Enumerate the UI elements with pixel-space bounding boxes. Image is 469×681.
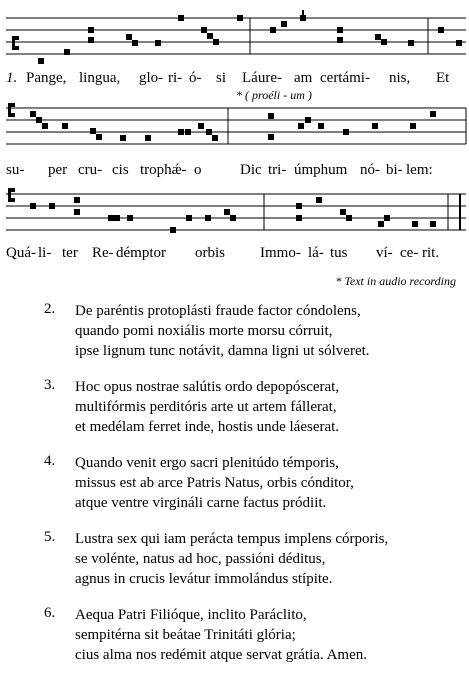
- chant-staff-3: [0, 184, 469, 240]
- lyric-syllable: cis: [112, 162, 129, 178]
- verse-number-1: 1.: [6, 70, 18, 86]
- verse-text: [75, 453, 354, 513]
- lyric-syllable: rit.: [422, 245, 440, 261]
- lyric-syllable: Pange,: [26, 70, 67, 86]
- verse-line: Hoc opus nostrae salútis ordo depopóscerat,: [75, 379, 340, 395]
- lyric-syllable: Láure-: [242, 70, 282, 86]
- verse-4: [0, 453, 469, 513]
- verse-number: 2.: [44, 301, 56, 317]
- lyric-syllable: Et: [436, 70, 450, 86]
- lyric-syllable: lá-: [308, 245, 324, 261]
- lyric-syllable: Quá-: [6, 245, 36, 261]
- lyric-syllable: lingua,: [79, 70, 121, 86]
- verse-line: Lustra sex qui iam perácta tempus implens córporis,: [75, 531, 389, 547]
- verse-6: [0, 605, 469, 665]
- verse-text: [75, 301, 370, 361]
- verse-number: 4.: [44, 453, 56, 469]
- chant-staff-2: [0, 100, 469, 154]
- verse-line: et medélam ferret inde, hostis unde láeserat.: [75, 419, 340, 435]
- verse-line: agnus in crucis levátur immolándus stípite.: [75, 571, 333, 587]
- verse-text: [75, 605, 367, 665]
- lyric-syllable: Immo-: [260, 245, 301, 261]
- lyric-syllable: Dic: [240, 162, 262, 178]
- verse-5: [0, 529, 469, 589]
- lyric-syllable: am: [294, 70, 313, 86]
- lyric-syllable: nis,: [389, 70, 411, 86]
- verse-line: sempitérna sit beátae Trinitáti glória;: [75, 627, 296, 643]
- lyric-syllable: orbis: [195, 245, 225, 261]
- lyric-syllable: tus: [330, 245, 348, 261]
- lyric-syllable: li-: [38, 245, 52, 261]
- lyric-syllable: glo-: [139, 70, 164, 86]
- lyric-syllable: ri-: [168, 70, 183, 86]
- staff-1-notation: [0, 6, 469, 68]
- lyric-syllable: su-: [6, 162, 25, 178]
- lyric-syllable: ó-: [189, 70, 202, 86]
- lyric-syllable: ce-: [400, 245, 419, 261]
- lyric-syllable: tri-: [268, 162, 287, 178]
- lyric-syllable: certámi-: [320, 70, 370, 86]
- verse-line: se volénte, natus ad hoc, passióni déditus,: [75, 551, 326, 567]
- verse-text: [75, 377, 339, 437]
- lyric-syllable: nó-: [360, 162, 380, 178]
- lyric-syllable: trophǽ-: [140, 162, 187, 178]
- lyric-syllable: o: [194, 162, 202, 178]
- chant-staff-1: [0, 6, 469, 68]
- verse-line: cius alma nos redémit atque servat grátia. Amen.: [75, 647, 367, 663]
- lyric-syllable: Re-: [92, 245, 114, 261]
- verses-section: [0, 301, 469, 681]
- staff-3-notation: [0, 184, 469, 240]
- verse-line: atque ventre virgináli carne factus pródiit.: [75, 495, 327, 511]
- verse-line: quando pomi noxiális morte morsu córruit,: [75, 323, 333, 339]
- verse-number: 6.: [44, 605, 56, 621]
- lyric-syllable: si: [216, 70, 227, 86]
- lyric-syllable: ter: [62, 245, 78, 261]
- verse-2: [0, 301, 469, 361]
- lyric-syllable: bi-: [386, 162, 403, 178]
- verse-3: [0, 377, 469, 437]
- staff-2-notation: [0, 100, 469, 154]
- lyric-syllable: ví-: [376, 245, 393, 261]
- verse-line: Aequa Patri Filióque, inclito Paráclito,: [75, 607, 307, 623]
- verse-line: multifórmis perditóris arte ut artem fállerat,: [75, 399, 337, 415]
- verse-text: [75, 529, 388, 589]
- verse-line: ipse lignum tunc notávit, damna ligni ut sólveret.: [75, 343, 370, 359]
- verse-number: 5.: [44, 529, 56, 545]
- verse-line: missus est ab arce Patris Natus, orbis cónditor,: [75, 475, 354, 491]
- audio-footnote: * Text in audio recording: [335, 274, 456, 288]
- lyric-syllable: cru-: [78, 162, 103, 178]
- verse-line: Quando venit ergo sacri plenitúdo témporis,: [75, 455, 339, 471]
- lyric-syllable: per: [48, 162, 68, 178]
- alternate-text-note: * ( proéli - um ): [236, 88, 312, 102]
- lyric-syllable: démptor: [116, 245, 166, 261]
- verse-number: 3.: [44, 377, 56, 393]
- lyric-syllable: úmphum: [294, 162, 348, 178]
- lyric-syllable: lem:: [406, 162, 433, 178]
- verse-line: De paréntis protoplásti fraude factor cóndolens,: [75, 303, 361, 319]
